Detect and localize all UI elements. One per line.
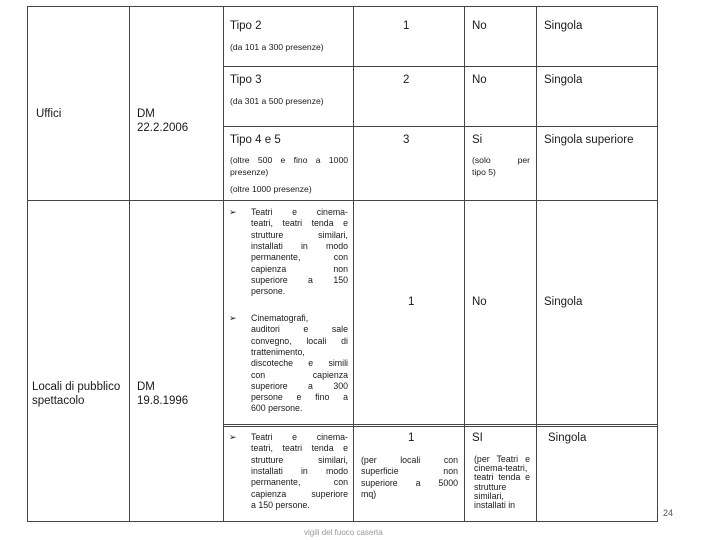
activity-label: Locali di pubblico bbox=[32, 381, 121, 393]
yes-no-value: No bbox=[472, 296, 487, 308]
bullet-text-line: capienza superiore bbox=[251, 488, 348, 499]
category-value: Singola bbox=[544, 20, 583, 32]
count-note-line: superiore a 5000 bbox=[361, 477, 458, 488]
decree-label: DM bbox=[137, 108, 155, 120]
bullet-text-line: teatri, teatri tenda e bbox=[251, 218, 348, 229]
yes-no-note-line: teatri tenda e bbox=[474, 472, 530, 483]
bullet-text-line: persone e fino a bbox=[251, 392, 348, 403]
decree-date: 19.8.1996 bbox=[137, 395, 189, 407]
type-title: Tipo 4 e 5 bbox=[230, 134, 281, 146]
yes-no-value: No bbox=[472, 74, 487, 86]
yes-no-note-line: strutture bbox=[474, 481, 507, 492]
bullet-text-line: superiore a 300 bbox=[251, 380, 348, 391]
bullet-text-line: 600 persone. bbox=[251, 403, 303, 414]
row-divider bbox=[27, 200, 658, 201]
row-divider bbox=[223, 66, 658, 67]
yes-no-value: No bbox=[472, 20, 487, 32]
count-note-line: superficie non bbox=[361, 466, 458, 477]
count-value: 3 bbox=[403, 134, 410, 146]
count-value: 1 bbox=[403, 20, 410, 32]
bullet-text-line: persone. bbox=[251, 286, 286, 297]
count-note-line: (per locali con bbox=[361, 455, 458, 465]
bullet-arrow-icon: ➢ bbox=[229, 313, 237, 323]
bullet-text-line: Cinematografi, bbox=[251, 313, 309, 323]
decree-date: 22.2.2006 bbox=[137, 122, 189, 134]
footer-text: vigili del fuoco caserta bbox=[304, 528, 383, 537]
bullet-text-line: convegno, locali di bbox=[251, 335, 348, 346]
yes-no-note-line: cinema-teatri, bbox=[474, 463, 528, 474]
column-divider bbox=[464, 6, 465, 522]
bullet-text-line: discoteche e simili bbox=[251, 358, 348, 369]
bullet-text-line: installati in modo bbox=[251, 465, 348, 476]
category-value: Singola bbox=[544, 296, 583, 308]
yes-no-value: Si bbox=[472, 134, 483, 146]
row-divider bbox=[223, 126, 658, 127]
yes-no-note: tipo 5) bbox=[472, 167, 496, 177]
yes-no-note-line: (per Teatri e bbox=[474, 454, 530, 464]
bullet-text-line: superiore a 150 bbox=[251, 274, 348, 285]
count-value: 2 bbox=[403, 74, 410, 86]
bullet-text-line: a 150 persone. bbox=[251, 499, 310, 510]
column-divider bbox=[536, 6, 537, 522]
type-title: Tipo 3 bbox=[230, 74, 262, 86]
bullet-text-line: con capienza bbox=[251, 369, 348, 380]
bullet-text-line: capienza non bbox=[251, 263, 348, 274]
column-divider bbox=[223, 6, 224, 522]
type-note: (oltre 1000 presenze) bbox=[230, 184, 312, 194]
type-note: (da 301 a 500 presenze) bbox=[230, 96, 324, 106]
bullet-text-line: Teatri e cinema- bbox=[251, 207, 348, 217]
yes-no-value: SI bbox=[472, 432, 483, 444]
count-value: 1 bbox=[408, 432, 415, 444]
count-note-line: mq) bbox=[361, 488, 377, 499]
type-note: presenze) bbox=[230, 167, 269, 177]
activity-label: Uffici bbox=[36, 108, 62, 120]
yes-no-note-line: similari, bbox=[474, 490, 504, 501]
bullet-arrow-icon: ➢ bbox=[229, 207, 237, 217]
bullet-text-line: permanente, con bbox=[251, 252, 348, 263]
activity-label: spettacolo bbox=[32, 395, 85, 407]
column-divider bbox=[353, 6, 354, 522]
category-value: Singola superiore bbox=[544, 134, 634, 146]
count-value: 1 bbox=[408, 296, 415, 308]
bullet-text-line: installati in modo bbox=[251, 240, 348, 251]
yes-no-note: (solo per bbox=[472, 155, 530, 165]
type-title: Tipo 2 bbox=[230, 20, 262, 32]
bullet-text-line: teatri, teatri tenda e bbox=[251, 443, 348, 454]
column-divider bbox=[129, 6, 130, 522]
type-note: (oltre 500 e fino a 1000 bbox=[230, 155, 348, 165]
decree-label: DM bbox=[137, 381, 155, 393]
bullet-text-line: strutture similari, bbox=[251, 229, 348, 240]
type-note: (da 101 a 300 presenze) bbox=[230, 42, 324, 52]
bullet-arrow-icon: ➢ bbox=[229, 432, 237, 442]
bullet-text-line: trattenimento, bbox=[251, 346, 305, 357]
bullet-text-line: Teatri e cinema- bbox=[251, 432, 348, 442]
row-divider bbox=[223, 424, 658, 427]
page-number: 24 bbox=[663, 508, 674, 518]
bullet-text-line: permanente, con bbox=[251, 477, 348, 488]
bullet-text-line: auditori e sale bbox=[251, 324, 348, 335]
yes-no-note-line: installati in bbox=[474, 500, 516, 510]
category-value: Singola bbox=[548, 432, 587, 444]
bullet-text-line: strutture similari, bbox=[251, 454, 348, 465]
category-value: Singola bbox=[544, 74, 583, 86]
